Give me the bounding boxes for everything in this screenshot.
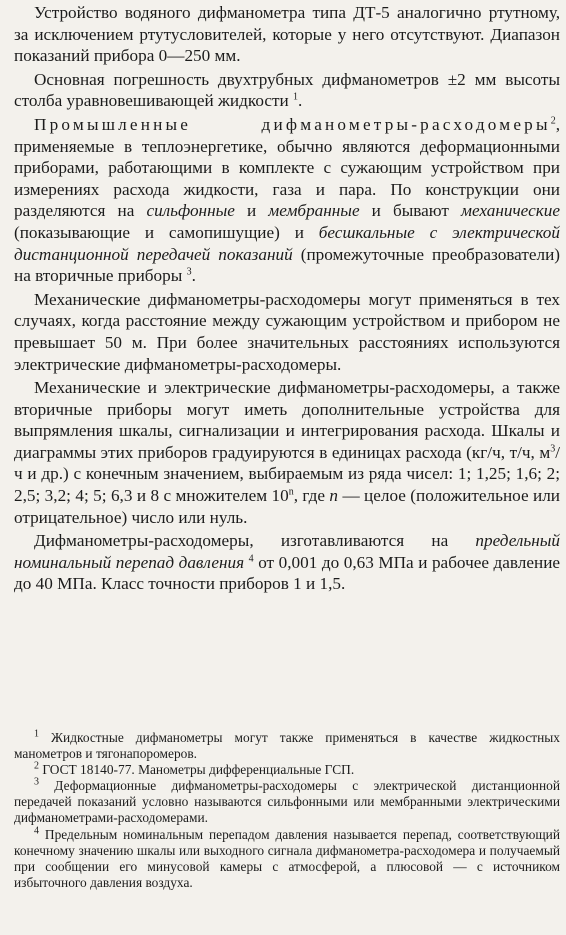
paragraph-5-text-b: /ч и др.) с конечным значением, выбираемым из ряда чисел: 1; 1,25; 1,6; 2; 2,5; 3,2; 4; 5; 6,3 и 8 с множителем 10 [14,442,560,506]
footnote-number: 3 [34,776,39,788]
footnote-ref-2: 2 [550,115,556,127]
paragraph-6 [14,530,560,595]
term-membrane: мембранные [268,201,360,221]
footnote-text: Предельным номинальным перепадом давления называется перепад, соответствующий конечному значению шкалы или выходного сигнала дифманометра-расходомера и получаемый при сообщении его минусовой камеры с атмосферой, а плюсовой — с источником избыточного давления воздуха. [14,826,560,890]
paragraph-4-text: Механические дифманометры-расходомеры могут применяться в тех случаях, когда расстояние между сужающим устройством и прибором не превышает 50 м. При более значительных расстояниях используются электрические дифманометры-расходомеры. [14,289,560,374]
variable-n: n [329,486,339,506]
paragraph-5-text-d: — целое (положительное или отрицательное) число или нуль. [14,486,560,527]
paragraph-6-text-a: Дифманометры-расходомеры, изготавливаются на [34,531,476,551]
paragraph-3-end: . [191,266,196,286]
spaced-term: Промышленные дифманометры-расходомеры [34,114,551,134]
footnote-3 [14,778,560,826]
footnote-ref-1: 1 [293,91,298,103]
footnote-text: ГОСТ 18140-77. Манометры дифференциальные ГСП. [42,762,355,778]
paragraph-3-text-e: (промежуточные преобразователи) на вторичные приборы [14,244,560,286]
paragraph-5 [14,377,560,528]
footnote-4 [14,827,560,891]
paragraph-3-text-d: (показывающие и самопишущие) и [14,222,319,242]
footnote-1 [14,730,560,762]
main-text [14,2,560,595]
paragraph-1 [14,2,560,67]
footnote-number: 1 [34,728,39,740]
paragraph-2 [14,69,560,112]
paragraph-4 [14,289,560,375]
paragraph-3-text-b: и [234,201,269,221]
footnotes [14,730,560,891]
power-exponent: n [288,486,294,498]
term-mechanical: механические [461,201,560,221]
paragraph-5-text-c: , где [293,486,330,506]
paragraph-1-text: Устройство водяного дифманометра типа ДТ-5 аналогично ртутному, за исключением ртутусловителей, которые у него отсутствуют. Диапазон показаний прибора 0—250 мм. [14,3,560,66]
paragraph-3-text-a: , применяемые в теплоэнергетике, обычно являются деформационными приборами, работающими в комплекте с сужающим устройством при измерениях расхода жидкости, газа и пара. По конструкции они разделяются на [14,114,560,221]
term-scaleless: бесшкальные с электрической дистанционной передачей показаний [14,222,560,264]
footnote-2 [14,762,560,778]
footnote-ref-3: 3 [186,266,192,278]
paragraph-3 [14,114,560,287]
term-bellows: сильфонные [146,201,235,221]
footnote-text: Деформационные дифманометры-расходомеры с электрической дистанционной передачей показаний условно называются сильфонными или мембранными электрическими дифманометрами-расходомерами. [14,778,560,826]
paragraph-5-text-a: Механические и электрические дифманометры-расходомеры, а также вторичные приборы могут иметь дополнительные устройства для выпрямления шкалы, сигнализации и интегрирования расхода. Шкалы и диаграммы этих приборов градуируются в единицах расхода (кг/ч, т/ч, м [14,378,560,462]
paragraph-2-end: . [298,91,303,111]
footnote-text: Жидкостные дифманометры могут также применяться в качестве жидкостных манометров и тягонапоромеров. [14,730,560,762]
term-pressure-drop: предельный номинальный перепад давления [14,531,560,572]
footnote-number: 4 [34,825,39,837]
paragraph-3-text-c: и бывают [359,201,461,221]
unit-exponent: 3 [550,443,556,455]
footnote-number: 2 [34,760,39,772]
paragraph-2-text: Основная погрешность двухтрубных дифманометров ±2 мм высоты столба уравновешивающей жидкости [14,69,560,111]
footnote-ref-4: 4 [248,553,254,565]
paragraph-6-text-b: от 0,001 до 0,63 МПа и рабочее давление до 40 МПа. Класс точности приборов 1 и 1,5. [14,552,561,594]
